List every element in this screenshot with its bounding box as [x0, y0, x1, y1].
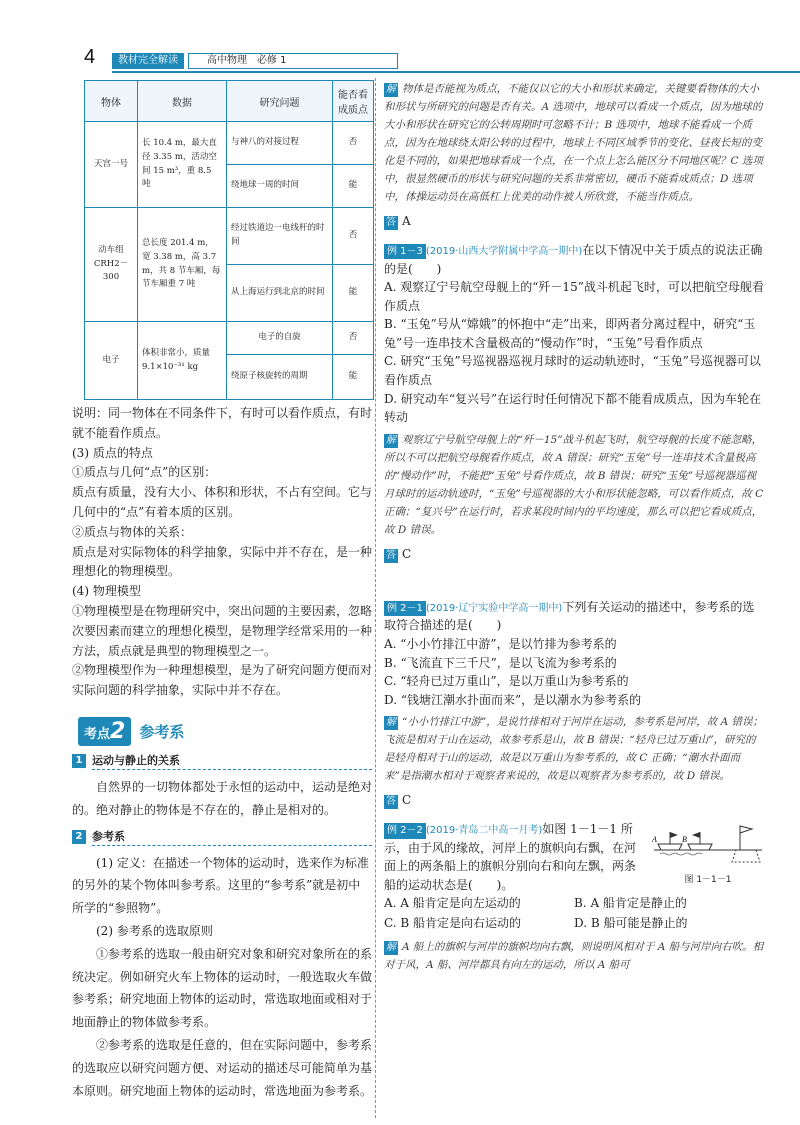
table-cell: 能	[333, 355, 374, 400]
table-cell: 能	[333, 165, 374, 208]
paragraph: 质点有质量，没有大小、体积和形状，不占有空间。它与几何中的“点”有着本质的区别。	[72, 485, 373, 519]
table-cell: 否	[333, 322, 374, 355]
answer: 答 C	[386, 793, 412, 808]
section-number: 2	[72, 830, 86, 844]
example-source: (2019·辽宁实验中学高一期中)	[425, 602, 563, 614]
answer-badge: 答	[386, 550, 396, 562]
example-label: 例 2－2	[384, 823, 426, 839]
explanation: 解 “小小竹排江中游”，是说竹排相对于河岸在运动，参考系是河岸，故 A 错误；飞流是相对于山在运动，故参考系是山，故 B 错误；“轻舟已过万重山”，研究的是轻舟相对于山的运动，故是以万重山为参考系的，故 C 正确；“潮水扑面而来”是指潮水相对于观察者来说的，故是以观察者为参考系的，故 D 错误。	[384, 716, 763, 783]
paragraph: (1) 定义：在描述一个物体的运动时，选来作为标准的另外的某个物体叫参考系。这里的“参考系”就是初中所学的“参照物”。	[72, 855, 369, 916]
explanation-badge: 解	[386, 942, 396, 954]
paragraph: 自然界的一切物体都处于永恒的运动中，运动是绝对的。绝对静止的物体是不存在的，静止是相对的。	[72, 779, 373, 817]
explanation: 解 物体是否能视为质点，不能仅以它的大小和形状来确定，关键要看物体的大小和形状与所研究的问题是否有关。A 选项中，地球可以看成一个质点，因为地球的大小和形状在研究它的公转周期时可忽略不计；B 选项中，地球不能看成一个质点，因为在地球绕太阳公转的过程中，地球上不同区域季节的变化、昼夜长短的变化是不同的，如果把地球看成一个点，在一个点上怎么能区分不同地区呢？C 选项中，很显然硬币的形状与研究问题的关系非常密切，硬币不能看成质点；D 选项中，体操运动员在高低杠上优美的动作被人所欣赏，不能当作质点。	[384, 83, 763, 204]
boats-flags-diagram	[652, 820, 764, 866]
table-cell: 从上海运行到北京的时间	[227, 265, 333, 322]
table-row	[85, 208, 374, 265]
table-header: 能否看成质点	[333, 81, 374, 122]
option: D. B 船可能是静止的	[574, 916, 688, 931]
table-cell: 绕地球一周的时间	[227, 165, 333, 208]
table-cell: 否	[333, 122, 374, 165]
table-header: 数据	[138, 81, 227, 122]
page-number: 4	[84, 46, 96, 68]
table-cell: 能	[333, 265, 374, 322]
table-cell: 体积非常小，质量 9.1×10⁻³¹ kg	[138, 322, 227, 400]
table-header: 研究问题	[227, 81, 333, 122]
paragraph: ②物理模型作为一种理想模型，是为了研究问题方便而对实际问题的科学抽象，实际中并不存在。	[72, 663, 373, 698]
table-cell: 长 10.4 m，最大直径 3.35 m，活动空间 15 m³，重 8.5 吨	[138, 122, 227, 208]
column-divider	[375, 78, 376, 1118]
left-column	[72, 80, 372, 1102]
boat-b-label: B	[682, 835, 687, 845]
figure-boats	[652, 820, 764, 885]
example-2-1: 例 2－1 (2019·辽宁实验中学高一期中)下列有关运动的描述中，参考系的选取符合描述的是( ) A. “小小竹排江中游”，是以竹排为参考系的 B. “飞流直下三千尺”，是以飞流为参考系的 C. “轻舟已过万重山”，是以万重山为参考系的 D. “钱塘江潮水扑面而来”，是以潮水为参考系的	[384, 598, 764, 710]
option: B. “飞流直下三千尺”，是以飞流为参考系的	[384, 655, 617, 670]
table-cell: 电子的自旋	[227, 322, 333, 355]
table-cell: 天宫一号	[85, 122, 138, 208]
mass-point-table	[84, 80, 374, 400]
paragraph: ①质点与几何“点”的区别：	[72, 465, 217, 480]
example-source: (2019·山西大学附属中学高一期中)	[425, 245, 583, 257]
option: A. A 船肯定是向左运动的	[384, 896, 521, 911]
explanation: 解 观察辽宁号航空母舰上的“歼－15”战斗机起飞时，航空母舰的长度不能忽略，所以不可以把航空母舰看作质点，故 A 错误；研究“玉兔”号一连串技术含量极高的“慢动作”时，不能把“玉兔”号看作质点，故 B 错误；研究“玉兔”号巡视器巡视月球时的运动轨迹时，“玉兔”号巡视器的大小和形状能忽略，可以看作质点，故 C 正确；“复兴号”在运行时，若求某段时间内的平均速度，那么可以把它看成质点，故 D 错误。	[384, 433, 764, 537]
table-cell: 经过铁道边一电线杆的时间	[227, 208, 333, 265]
table-cell: 动车组 CRH2－300	[85, 208, 138, 322]
answer: 答 A	[386, 214, 411, 229]
paragraph: ①参考系的选取一般由研究对象和研究对象所在的系统决定。例如研究火车上物体的运动时，一般选取火车做参考系；研究地面上物体的运动时，常选取地面或相对于地面静止的物体做参考系。	[72, 946, 373, 1030]
note: 说明：同一物体在不同条件下，有时可以看作质点，有时就不能看作质点。	[72, 406, 373, 440]
header-rule	[112, 71, 800, 73]
table-cell: 总长度 201.4 m，宽 3.38 m，高 3.7 m，共 8 节车厢，每节车厢重 7 吨	[138, 208, 227, 322]
section-heading	[72, 752, 372, 770]
paragraph: ②参考系的选取是任意的，但在实际问题中，参考系的选取应以研究问题方便、对运动的描述尽可能简单为基本原则。研究地面上物体的运动时，常选地面为参考系。	[72, 1037, 373, 1098]
key-point-title: 参考系	[139, 722, 185, 741]
subheading: (3) 质点的特点	[72, 445, 153, 460]
option: B. “玉兔”号从“嫦娥”的怀抱中“走”出来，即两者分离过程中，研究“玉兔”号一连串技术含量极高的“慢动作”时，“玉兔”号看作质点	[384, 317, 756, 350]
answer-badge: 答	[386, 217, 396, 229]
answer-badge: 答	[386, 796, 396, 808]
option: C. B 船肯定是向右运动的	[384, 916, 522, 931]
table-row	[85, 322, 374, 355]
answer: 答 C	[386, 547, 412, 562]
paragraph: ②质点与物体的关系：	[72, 524, 193, 539]
explanation-badge: 解	[386, 717, 396, 729]
option: D. 研究动车“复兴号”在运行时任何情况下都不能看成质点，因为车轮在转动	[384, 391, 762, 425]
table-cell: 与神八的对接过程	[227, 122, 333, 165]
section-title: 参考系	[92, 828, 372, 846]
key-point-heading	[78, 717, 372, 746]
subheading: (4) 物理模型	[72, 584, 141, 599]
boat-a-label: A	[652, 835, 657, 845]
figure-caption: 图 1－1－1	[684, 874, 732, 885]
option: A. 观察辽宁号航空母舰上的“歼－15”战斗机起飞时，可以把航空母舰看作质点	[384, 280, 764, 313]
example-source: (2019·青岛二中高一月考)	[425, 825, 543, 837]
table-cell: 绕原子核旋转的周期	[227, 355, 333, 400]
option: C. 研究“玉兔”号巡视器巡视月球时的运动轨迹时，“玉兔”号巡视器可以看作质点	[384, 354, 761, 388]
explanation: 解 A 船上的旗帜与河岸的旗帜均向右飘，则说明风相对于 A 船与河岸向右吹。相对于风，A 船、河岸都具有向左的运动，所以 A 船可	[384, 941, 764, 972]
paragraph: ①物理模型是在物理研究中，突出问题的主要因素，忽略次要因素而建立的理想化模型，是物理学经常采用的一种方法，质点就是典型的物理模型之一。	[72, 603, 373, 658]
option: B. A 船肯定是静止的	[574, 896, 687, 911]
example-label: 例 1－3	[384, 244, 426, 260]
book-tag: 教材完全解读	[112, 53, 184, 69]
table-row	[85, 122, 374, 165]
right-column	[384, 80, 764, 974]
example-2-2: A B 图 1－1－1 例 2－2 (2019·青岛二中高一月考)如图 1－1－1 所示，由于风的缘故，河岸上的旗帜向右飘，在河面上的两条船上的旗帜分别向右和向左飘，两条船的运动状态是( )。 A. A 船肯定是向左运动的 B. A 船肯定是静止的 C. B 船肯定是向右运动的 D. B 船可能是静止的	[384, 820, 764, 934]
option: D. “钱塘江潮水扑面而来”，是以潮水为参考系的	[384, 692, 642, 707]
table-cell: 电子	[85, 322, 138, 400]
section-title: 运动与静止的关系	[92, 752, 372, 770]
page-header	[62, 46, 322, 72]
book-subtitle: 高中物理 必修 1	[188, 53, 398, 69]
explanation-badge: 解	[386, 84, 396, 95]
table-cell: 否	[333, 208, 374, 265]
section-number: 1	[72, 754, 86, 768]
explanation-badge: 解	[386, 434, 396, 446]
example-1-3: 例 1－3 (2019·山西大学附属中学高一期中)在以下情况中关于质点的说法正确的是( ) A. 观察辽宁号航空母舰上的“歼－15”战斗机起飞时，可以把航空母舰看作质点 B. “玉兔”号从“嫦娥”的怀抱中“走”出来，即两者分离过程中，研究“玉兔”号一连串技术含量极高的“慢动作”时，“玉兔”号看作质点 C. 研究“玉兔”号巡视器巡视月球时的运动轨迹时，“玉兔”号巡视器可以看作质点 D. 研究动车“复兴号”在运行时任何情况下都不能看成质点，因为车轮在转动	[384, 241, 764, 427]
example-label: 例 2－1	[384, 601, 426, 617]
section-heading	[72, 828, 372, 846]
paragraph: (2) 参考系的选取原则	[96, 923, 213, 938]
paragraph: 质点是对实际物体的科学抽象，实际中并不存在，是一种理想化的物理模型。	[72, 544, 373, 579]
table-header: 物体	[85, 81, 138, 122]
option: A. “小小竹排江中游”，是以竹排为参考系的	[384, 636, 617, 651]
key-point-badge: 考点2	[78, 717, 131, 746]
option: C. “轻舟已过万重山”，是以万重山为参考系的	[384, 674, 629, 689]
